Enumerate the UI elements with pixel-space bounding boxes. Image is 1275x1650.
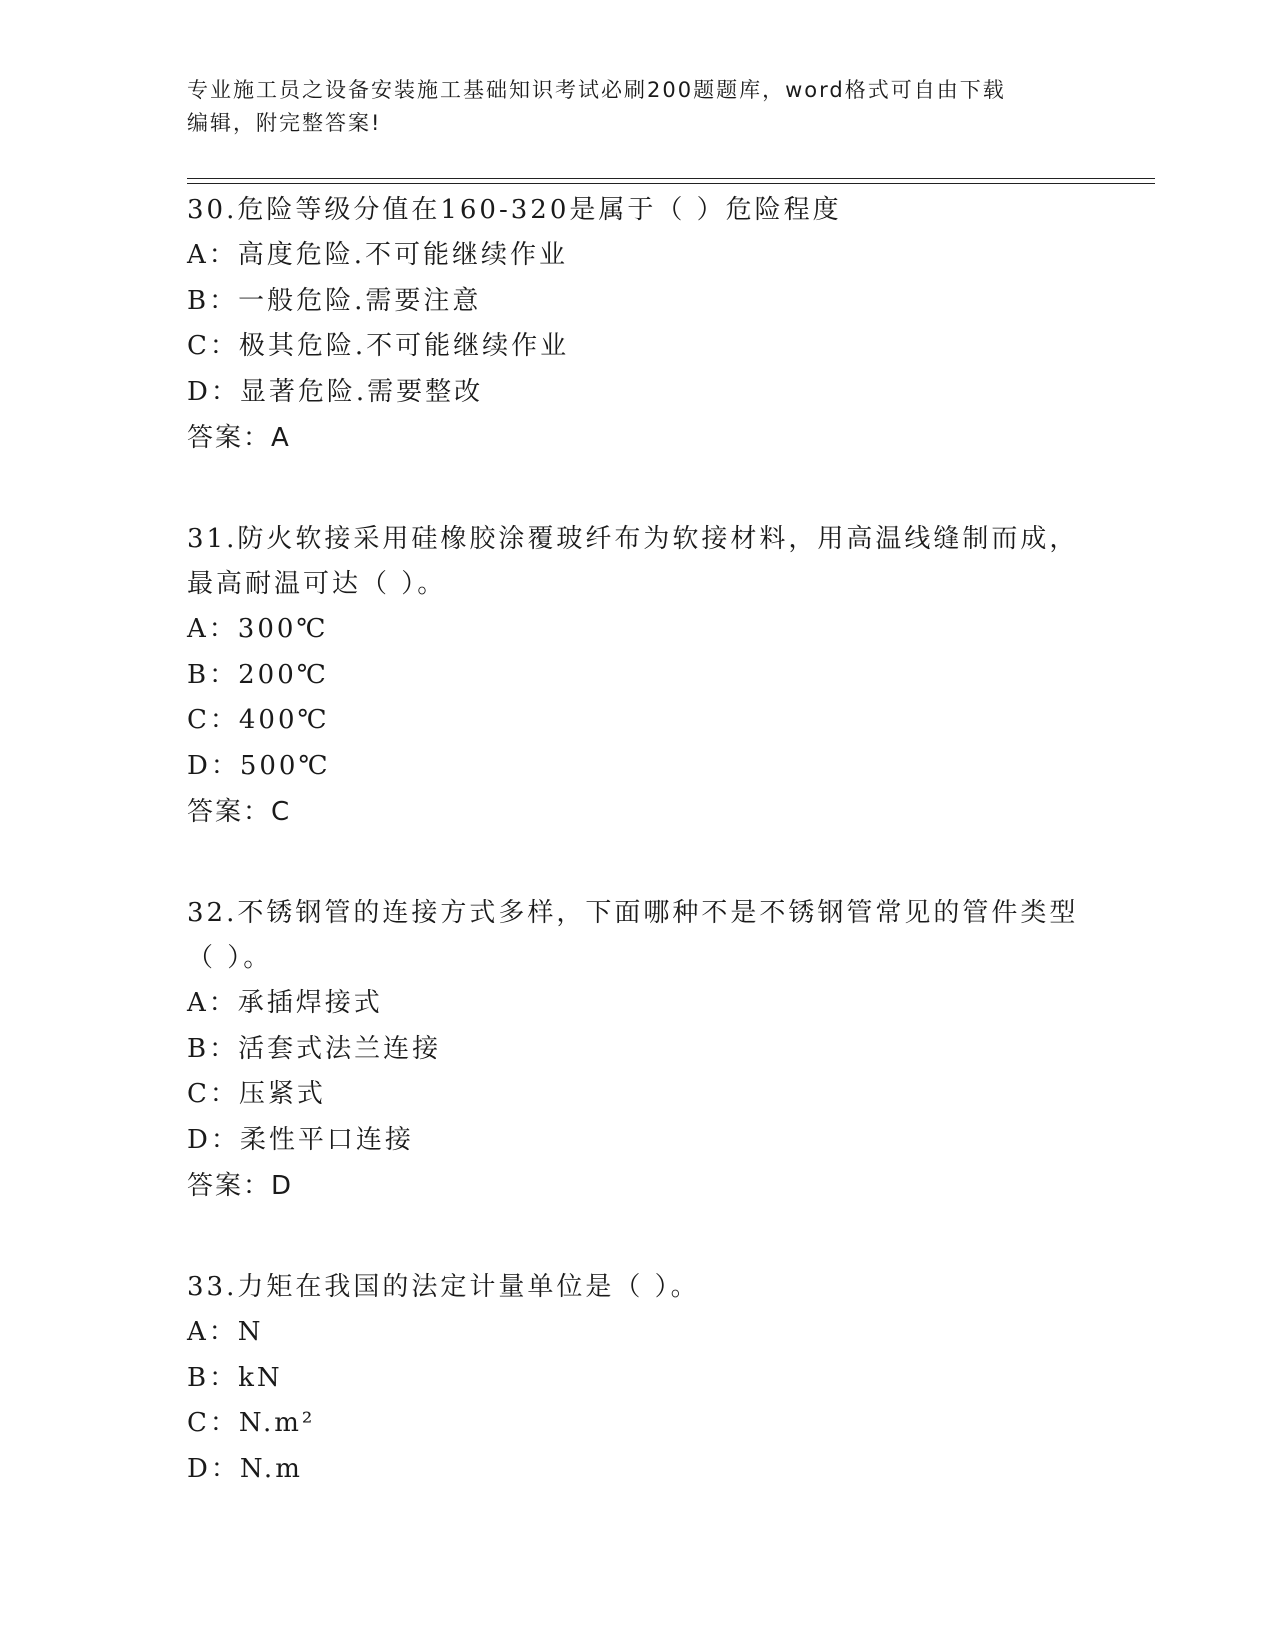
option-d: D：柔性平口连接 [187, 1124, 414, 1155]
question-30 [187, 188, 1087, 461]
option-d: D：500℃ [187, 750, 331, 781]
header-line-1: 专业施工员之设备安装施工基础知识考试必刷200题题库，word格式可自由下载 [187, 78, 1006, 102]
option-a: A：高度危险.不可能继续作业 [187, 240, 569, 270]
question-text: 30.危险等级分值在160-320是属于（ ）危险程度 [187, 195, 842, 225]
option-c: C：压紧式 [187, 1079, 326, 1109]
option-b: B：一般危险.需要注意 [187, 285, 482, 316]
option-c: C：N.m² [187, 1408, 316, 1438]
option-b: B：200℃ [187, 659, 329, 690]
header-divider-bottom [187, 183, 1155, 184]
header-line-2: 编辑，附完整答案! [187, 111, 382, 135]
answer: 答案：C [187, 797, 292, 827]
question-text: 32.不锈钢管的连接方式多样，下面哪种不是不锈钢管常见的管件类型（ ）。 [187, 898, 1079, 973]
option-a: A：300℃ [187, 614, 329, 644]
option-a: A：承插焊接式 [187, 988, 383, 1018]
question-text: 33.力矩在我国的法定计量单位是（ ）。 [187, 1272, 700, 1302]
option-d: D：N.m [187, 1453, 303, 1484]
option-c: C：极其危险.不可能继续作业 [187, 331, 570, 361]
option-a: A：N [187, 1317, 264, 1347]
option-c: C：400℃ [187, 705, 330, 735]
question-33 [187, 1265, 1087, 1492]
question-text: 31.防火软接采用硅橡胶涂覆玻纤布为软接材料，用高温线缝制而成，最高耐温可达（ ）。 [187, 524, 1079, 599]
question-31 [187, 517, 1087, 835]
answer: 答案：D [187, 1171, 294, 1201]
option-b: B：活套式法兰连接 [187, 1033, 442, 1064]
option-d: D：显著危险.需要整改 [187, 376, 484, 407]
answer: 答案：A [187, 423, 291, 453]
question-32 [187, 891, 1087, 1209]
document-header [187, 74, 1067, 140]
option-b: B：kN [187, 1362, 283, 1393]
question-list [187, 188, 1087, 1548]
header-divider-top [187, 178, 1155, 179]
